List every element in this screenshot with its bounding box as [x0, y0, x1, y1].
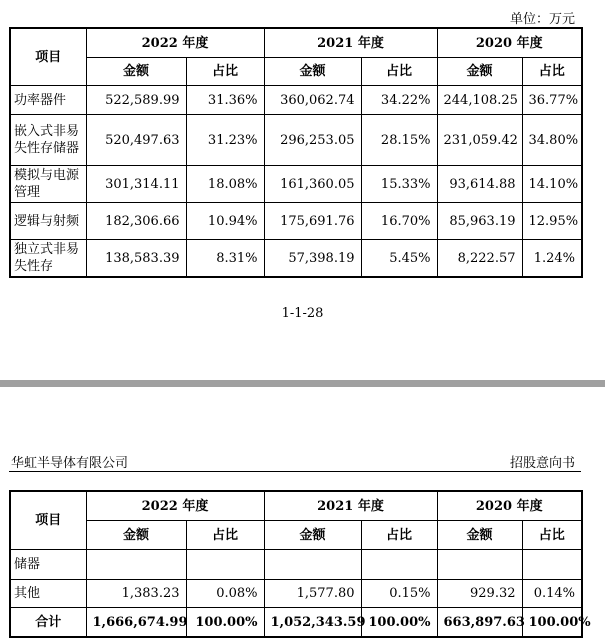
amount-header: 金额: [264, 521, 361, 550]
ratio-cell: [361, 550, 437, 580]
amount-header: 金额: [437, 58, 522, 86]
ratio-header: 占比: [186, 521, 264, 550]
amount-cell: 231,059.42: [437, 115, 522, 166]
table-row: [10, 580, 582, 608]
row-label: 功率器件: [10, 86, 86, 115]
ratio-cell: 5.45%: [361, 240, 437, 278]
revenue-table-part2: [9, 490, 591, 638]
total-ratio-cell: 100.00%: [361, 608, 437, 638]
ratio-cell: [522, 550, 582, 580]
ratio-cell: 28.15%: [361, 115, 437, 166]
row-label: 其他: [10, 580, 86, 608]
amount-cell: 1,577.80: [264, 580, 361, 608]
company-name: 华虹半导体有限公司: [11, 456, 129, 471]
amount-cell: 522,589.99: [86, 86, 186, 115]
amount-cell: 301,314.11: [86, 166, 186, 203]
amount-cell: 244,108.25: [437, 86, 522, 115]
ratio-cell: 31.23%: [186, 115, 264, 166]
amount-cell: 1,383.23: [86, 580, 186, 608]
ratio-cell: 1.24%: [522, 240, 582, 278]
ratio-cell: 34.22%: [361, 86, 437, 115]
table-row: [10, 166, 582, 203]
ratio-cell: 0.15%: [361, 580, 437, 608]
ratio-cell: [186, 550, 264, 580]
ratio-cell: 31.36%: [186, 86, 264, 115]
total-amount-cell: 1,666,674.99: [86, 608, 186, 638]
year-header-2021: 2021 年度: [264, 491, 437, 521]
revenue-table-part1: [9, 27, 583, 278]
ratio-header: 占比: [361, 521, 437, 550]
ratio-header: 占比: [522, 58, 582, 86]
ratio-cell: 34.80%: [522, 115, 582, 166]
amount-cell: 360,062.74: [264, 86, 361, 115]
amount-cell: 8,222.57: [437, 240, 522, 278]
ratio-cell: 8.31%: [186, 240, 264, 278]
row-label: 模拟与电源管理: [10, 166, 86, 203]
amount-cell: 296,253.05: [264, 115, 361, 166]
amount-cell: 520,497.63: [86, 115, 186, 166]
ratio-cell: 10.94%: [186, 203, 264, 240]
ratio-cell: 16.70%: [361, 203, 437, 240]
row-label: 嵌入式非易失性存储器: [10, 115, 86, 166]
total-amount-cell: 663,897.63: [437, 608, 522, 638]
item-header: 项目: [10, 491, 86, 550]
table-row: [10, 203, 582, 240]
ratio-header: 占比: [522, 521, 582, 550]
row-label: 独立式非易失性存: [10, 240, 86, 278]
total-label: 合计: [10, 608, 86, 638]
amount-header: 金额: [437, 521, 522, 550]
total-row: [10, 608, 582, 638]
ratio-cell: 15.33%: [361, 166, 437, 203]
amount-header: 金额: [86, 58, 186, 86]
table-row: [10, 115, 582, 166]
ratio-header: 占比: [361, 58, 437, 86]
amount-header: 金额: [264, 58, 361, 86]
row-label: 储器: [10, 550, 86, 580]
table-row: [10, 550, 582, 580]
ratio-header: 占比: [186, 58, 264, 86]
amount-cell: 85,963.19: [437, 203, 522, 240]
amount-cell: [437, 550, 522, 580]
amount-cell: 57,398.19: [264, 240, 361, 278]
amount-cell: 161,360.05: [264, 166, 361, 203]
year-header-2020: 2020 年度: [437, 491, 582, 521]
total-ratio-cell: 100.00%: [186, 608, 264, 638]
ratio-cell: 18.08%: [186, 166, 264, 203]
page-separator: [0, 380, 605, 387]
item-header: 项目: [10, 28, 86, 86]
ratio-cell: 0.14%: [522, 580, 582, 608]
ratio-cell: 0.08%: [186, 580, 264, 608]
ratio-cell: 14.10%: [522, 166, 582, 203]
amount-cell: [86, 550, 186, 580]
total-ratio-cell: 100.00%: [522, 608, 582, 638]
year-header-2022: 2022 年度: [86, 491, 264, 521]
amount-cell: 93,614.88: [437, 166, 522, 203]
row-label: 逻辑与射频: [10, 203, 86, 240]
unit-label: 单位：万元: [509, 12, 575, 27]
table-row: [10, 240, 582, 278]
ratio-cell: 36.77%: [522, 86, 582, 115]
document-type: 招股意向书: [509, 456, 575, 471]
amount-cell: 138,583.39: [86, 240, 186, 278]
header-rule: [9, 471, 581, 472]
amount-cell: [264, 550, 361, 580]
amount-cell: 182,306.66: [86, 203, 186, 240]
amount-header: 金额: [86, 521, 186, 550]
amount-cell: 929.32: [437, 580, 522, 608]
page-number: 1-1-28: [281, 306, 324, 321]
table-row: [10, 86, 582, 115]
year-header-2022: 2022 年度: [86, 28, 264, 58]
amount-cell: 175,691.76: [264, 203, 361, 240]
year-header-2021: 2021 年度: [264, 28, 437, 58]
year-header-2020: 2020 年度: [437, 28, 582, 58]
total-amount-cell: 1,052,343.59: [264, 608, 361, 638]
ratio-cell: 12.95%: [522, 203, 582, 240]
